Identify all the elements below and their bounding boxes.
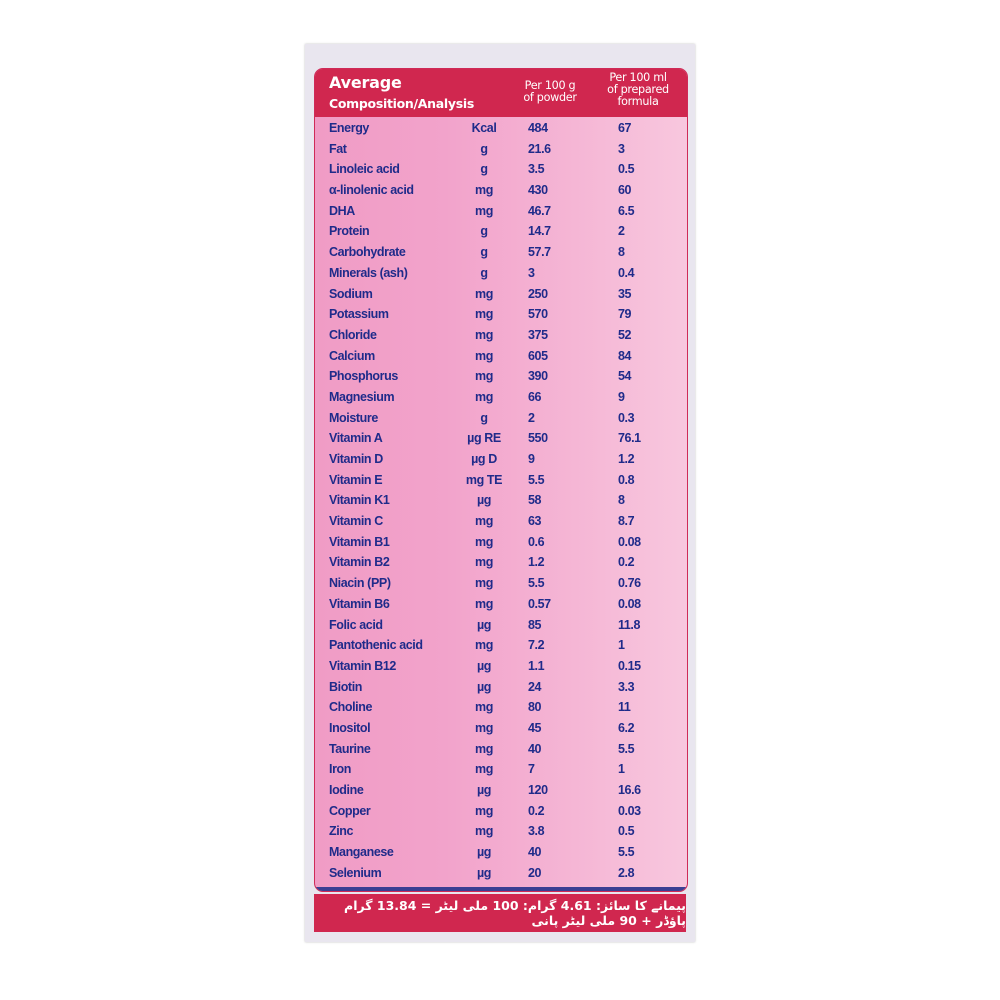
value-per-100ml: 54 (618, 369, 632, 384)
nutrient-name: Copper (329, 803, 371, 818)
value-per-100g: 375 (528, 327, 548, 342)
column-header-per-100ml: Per 100 ml of prepared formula (607, 71, 669, 108)
value-per-100ml: 11 (618, 700, 631, 715)
value-per-100g: 40 (528, 845, 542, 860)
column-header-per-100g: Per 100 g of powder (523, 79, 577, 104)
table-row (315, 429, 687, 450)
value-per-100ml: 3 (618, 141, 625, 156)
table-row (315, 678, 687, 699)
table-row (315, 471, 687, 492)
nutrient-name: Linoleic acid (329, 162, 400, 177)
nutrient-name: Carbohydrate (329, 245, 406, 260)
nutrient-unit: mg (475, 348, 493, 363)
nutrient-name: Vitamin B2 (329, 555, 390, 570)
value-per-100g: 250 (528, 286, 548, 301)
footer-text: پیمانے کا سائز: 4.61 گرام: 100 ملی لیٹر = 13.84 گرام پاؤڈر + 90 ملی لیٹر پانی (344, 898, 686, 928)
nutrient-unit: mg (475, 700, 493, 715)
table-row (315, 512, 687, 533)
nutrient-unit: mg (475, 286, 493, 301)
table-row (315, 595, 687, 616)
nutrient-unit: Kcal (471, 121, 497, 135)
nutrient-unit: g (480, 410, 488, 425)
table-row (315, 243, 687, 264)
value-per-100ml: 60 (618, 183, 632, 198)
value-per-100g: 484 (528, 121, 548, 135)
value-per-100ml: 8.7 (618, 514, 635, 529)
table-row (315, 636, 687, 657)
value-per-100g: 3.5 (528, 162, 545, 177)
nutrient-unit: µg D (471, 452, 497, 466)
nutrient-name: Zinc (329, 824, 354, 839)
value-per-100g: 14.7 (528, 224, 551, 239)
value-per-100ml: 35 (618, 286, 632, 301)
value-per-100ml: 11.8 (618, 617, 641, 632)
nutrient-unit: mg (475, 803, 493, 818)
table-row (315, 740, 687, 761)
value-per-100ml: 0.4 (618, 265, 635, 280)
nutrient-name: Phosphorus (329, 369, 398, 384)
table-row (315, 285, 687, 306)
nutrient-name: Vitamin B1 (329, 534, 390, 549)
value-per-100g: 550 (528, 431, 548, 446)
nutrient-unit: mg (475, 762, 493, 777)
value-per-100ml: 0.03 (618, 803, 641, 818)
nutrient-name: Choline (329, 700, 373, 715)
table-row (315, 119, 687, 140)
value-per-100g: 57.7 (528, 245, 551, 260)
value-per-100g: 45 (528, 720, 542, 735)
table-row (315, 719, 687, 740)
value-per-100ml: 0.15 (618, 658, 641, 673)
value-per-100ml: 0.8 (618, 472, 635, 487)
value-per-100ml: 16.6 (618, 783, 641, 797)
nutrient-name: Biotin (329, 679, 363, 694)
value-per-100ml: 0.08 (618, 534, 641, 549)
value-per-100g: 63 (528, 514, 542, 529)
nutrient-unit: g (480, 245, 488, 260)
table-row (315, 140, 687, 161)
table-row (315, 698, 687, 719)
value-per-100ml: 0.5 (618, 824, 635, 839)
value-per-100g: 605 (528, 348, 548, 363)
nutrient-unit: mg (475, 203, 493, 218)
value-per-100ml: 84 (618, 348, 632, 363)
nutrient-unit: µg (476, 617, 492, 632)
value-per-100g: 21.6 (528, 141, 551, 156)
nutrient-unit: mg (475, 389, 493, 404)
value-per-100g: 0.2 (528, 803, 545, 818)
value-per-100ml: 0.3 (618, 410, 635, 425)
value-per-100ml: 0.5 (618, 162, 635, 177)
nutrient-name: Vitamin E (329, 472, 383, 487)
nutrient-name: Potassium (329, 307, 389, 322)
value-per-100ml: 1 (618, 762, 625, 777)
nutrient-name: Calcium (329, 348, 375, 363)
nutrient-unit: mg (475, 596, 493, 611)
table-row (315, 264, 687, 285)
value-per-100g: 85 (528, 617, 542, 632)
nutrient-unit: g (480, 162, 488, 177)
nutrient-unit: mg (475, 555, 493, 570)
nutrient-name: Vitamin C (329, 514, 383, 529)
nutrient-name: Sodium (329, 286, 373, 301)
nutrient-name: Magnesium (329, 389, 395, 404)
table-row (315, 160, 687, 181)
nutrient-name: α-linolenic acid (329, 183, 414, 198)
nutrient-unit: mg (475, 741, 493, 756)
value-per-100g: 430 (528, 183, 548, 198)
table-row (315, 574, 687, 595)
nutrient-unit: µg (476, 845, 492, 860)
nutrient-unit: mg (475, 576, 493, 591)
nutrient-name: DHA (329, 203, 355, 218)
nutrient-name: Vitamin K1 (329, 493, 390, 508)
nutrient-unit: mg (475, 824, 493, 839)
nutrient-name: Inositol (329, 720, 371, 735)
nutrient-unit: mg (475, 720, 493, 735)
value-per-100g: 80 (528, 700, 542, 715)
table-row (315, 491, 687, 512)
nutrient-name: Folic acid (329, 617, 383, 632)
value-per-100g: 7.2 (528, 638, 545, 653)
table-row (315, 533, 687, 554)
value-per-100ml: 5.5 (618, 845, 635, 860)
value-per-100g: 7 (528, 762, 535, 777)
nutrient-name: Moisture (329, 410, 378, 425)
table-row (315, 553, 687, 574)
nutrient-unit: g (480, 224, 488, 239)
value-per-100ml: 67 (618, 121, 632, 135)
value-per-100ml: 1 (618, 638, 625, 653)
value-per-100ml: 5.5 (618, 741, 635, 756)
nutrient-name: Iron (329, 762, 352, 777)
nutrient-unit: mg (475, 514, 493, 529)
value-per-100ml: 0.76 (618, 576, 641, 591)
footer-urdu-serving-instructions (314, 894, 686, 932)
nutrient-name: Vitamin A (329, 431, 383, 446)
nutrient-name: Fat (329, 141, 347, 156)
value-per-100g: 1.2 (528, 555, 545, 570)
nutrient-name: Pantothenic acid (329, 638, 423, 653)
value-per-100ml: 2.8 (618, 865, 635, 880)
value-per-100ml: 0.08 (618, 596, 641, 611)
value-per-100ml: 9 (618, 389, 625, 404)
value-per-100g: 46.7 (528, 203, 551, 218)
nutrient-unit: mg (475, 327, 493, 342)
value-per-100g: 570 (528, 307, 548, 322)
value-per-100ml: 8 (618, 245, 625, 260)
value-per-100ml: 1.2 (618, 452, 635, 466)
nutrient-name: Selenium (329, 865, 382, 880)
nutrient-name: Taurine (329, 741, 371, 756)
table-row (315, 202, 687, 223)
nutrient-unit: mg (475, 638, 493, 653)
nutrient-name: Manganese (329, 845, 394, 860)
nutrient-unit: g (480, 265, 488, 280)
table-row (315, 388, 687, 409)
table-row (315, 822, 687, 843)
nutrient-name: Energy (329, 121, 369, 135)
value-per-100ml: 6.5 (618, 203, 635, 218)
table-bottom-rule (315, 887, 687, 891)
value-per-100g: 3.8 (528, 824, 545, 839)
table-row (315, 409, 687, 430)
value-per-100g: 5.5 (528, 472, 545, 487)
nutrient-unit: µg (476, 493, 492, 508)
table-row (315, 657, 687, 678)
value-per-100g: 120 (528, 783, 548, 797)
nutrient-name: Niacin (PP) (329, 576, 391, 591)
nutrient-name: Vitamin D (329, 452, 383, 466)
nutrient-unit: µg (476, 679, 492, 694)
table-row (315, 181, 687, 202)
value-per-100g: 390 (528, 369, 548, 384)
table-row (315, 802, 687, 823)
value-per-100ml: 52 (618, 327, 632, 342)
table-row (315, 760, 687, 781)
table-row (315, 843, 687, 864)
value-per-100ml: 6.2 (618, 720, 635, 735)
value-per-100ml: 8 (618, 493, 625, 508)
nutrient-name: Chloride (329, 327, 377, 342)
value-per-100ml: 79 (618, 307, 632, 322)
value-per-100g: 9 (528, 452, 535, 466)
nutrient-unit: µg (476, 865, 492, 880)
value-per-100g: 0.57 (528, 596, 551, 611)
value-per-100ml: 0.2 (618, 555, 635, 570)
value-per-100g: 58 (528, 493, 542, 508)
value-per-100g: 20 (528, 865, 542, 880)
header-title: Average (329, 73, 402, 92)
nutrient-unit: µg (476, 783, 492, 797)
value-per-100g: 2 (528, 410, 535, 425)
nutrient-name: Protein (329, 224, 370, 239)
table-body (315, 119, 687, 884)
header-subtitle: Composition/Analysis (329, 96, 474, 111)
table-row (315, 616, 687, 637)
value-per-100ml: 76.1 (618, 431, 641, 446)
value-per-100ml: 2 (618, 224, 625, 239)
table-row (315, 450, 687, 471)
value-per-100g: 66 (528, 389, 542, 404)
value-per-100g: 5.5 (528, 576, 545, 591)
table-row (315, 326, 687, 347)
nutrition-table (314, 68, 688, 892)
nutrient-name: Minerals (ash) (329, 265, 408, 280)
nutrient-unit: g (480, 141, 488, 156)
table-header (315, 69, 687, 117)
nutrient-unit: mg TE (465, 472, 503, 487)
value-per-100g: 3 (528, 265, 535, 280)
value-per-100g: 1.1 (528, 658, 545, 673)
nutrient-name: Iodine (329, 783, 364, 797)
value-per-100g: 40 (528, 741, 542, 756)
table-row (315, 347, 687, 368)
nutrient-unit: mg (475, 307, 493, 322)
table-row (315, 222, 687, 243)
table-row (315, 864, 687, 885)
table-row (315, 781, 687, 802)
nutrient-unit: mg (475, 183, 493, 198)
nutrient-unit: µg (476, 658, 492, 673)
nutrient-unit: µg RE (467, 431, 501, 446)
value-per-100g: 24 (528, 679, 542, 694)
table-row (315, 367, 687, 388)
nutrient-unit: mg (475, 369, 493, 384)
table-row (315, 305, 687, 326)
value-per-100ml: 3.3 (618, 679, 635, 694)
value-per-100g: 0.6 (528, 534, 545, 549)
nutrient-unit: mg (475, 534, 493, 549)
nutrient-name: Vitamin B6 (329, 596, 390, 611)
nutrient-name: Vitamin B12 (329, 658, 396, 673)
